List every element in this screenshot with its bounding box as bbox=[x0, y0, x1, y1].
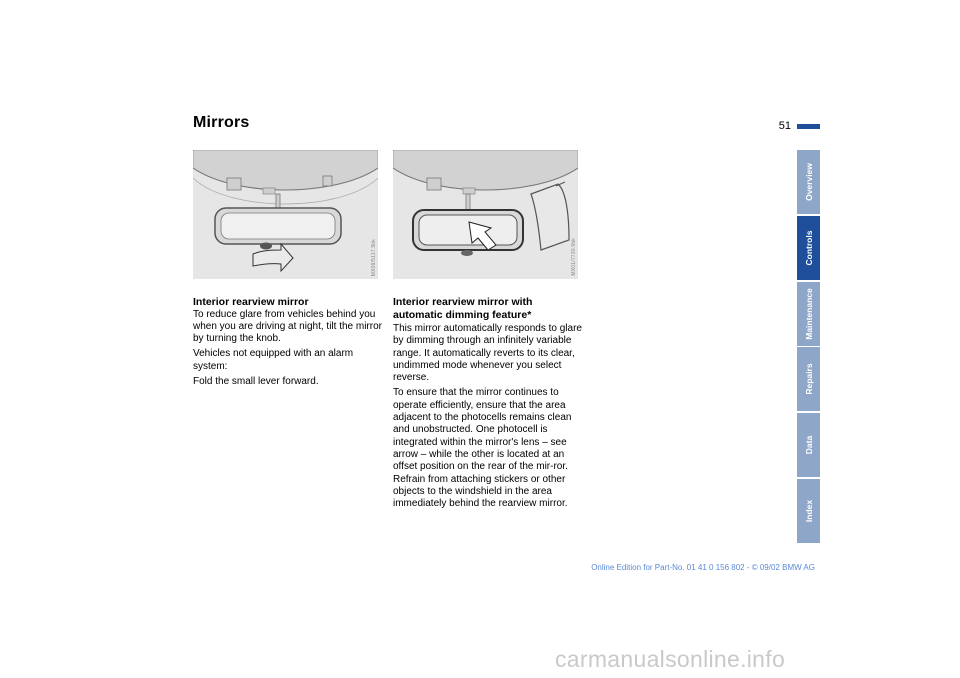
section-heading: Interior rearview mirror bbox=[193, 296, 309, 308]
tab-repairs[interactable] bbox=[797, 347, 820, 411]
figure-interior-mirror bbox=[193, 150, 378, 279]
tab-data[interactable] bbox=[797, 413, 820, 477]
page-title: Mirrors bbox=[193, 114, 250, 131]
side-tab-nav bbox=[797, 150, 820, 545]
page-number: 51 bbox=[778, 120, 791, 132]
mirror-illustration bbox=[193, 150, 378, 279]
figure-code: MX09/5117.9bk bbox=[371, 238, 377, 276]
section-auto-dimming-mirror bbox=[393, 296, 583, 513]
tab-label: Controls bbox=[803, 230, 814, 266]
paragraph: To ensure that the mirror continues to operate efficiently, ensure that the area adjacent to the photocells remains clean and unobstructed. One photocell is integrated within the mirror's lens – see arrow – while the other is located at an offset position on the rear of the mir-ror. Refrain from attaching stickers or other objects to the windshield in the area immediately behind the rearview mirror. bbox=[393, 387, 572, 510]
tab-label: Maintenance bbox=[803, 287, 814, 340]
paragraph: To reduce glare from vehicles behind you when you are driving at night, tilt the mirror by turning the knob. bbox=[193, 308, 382, 345]
tab-overview[interactable] bbox=[797, 150, 820, 214]
tab-maintenance[interactable] bbox=[797, 282, 820, 346]
tab-controls[interactable] bbox=[797, 216, 820, 280]
figure-code: MX01/7730.9bk bbox=[571, 238, 577, 276]
section-heading: Interior rearview mirror with automatic dimming feature* bbox=[393, 296, 533, 321]
footer-edition-note: Online Edition for Part-No. 01 41 0 156 802 - © 09/02 BMW AG bbox=[591, 563, 815, 572]
figure-auto-dimming-mirror bbox=[393, 150, 578, 279]
section-interior-mirror bbox=[193, 296, 383, 391]
tab-label: Index bbox=[803, 499, 814, 523]
tab-label: Data bbox=[803, 435, 814, 455]
page-marker bbox=[797, 124, 820, 129]
paragraph: Fold the small lever forward. bbox=[193, 375, 319, 387]
paragraph: This mirror automatically responds to glare by dimming through an infinitely variable range. It automatically reverts to its clear, undimmed mode whenever you select reverse. bbox=[393, 323, 582, 384]
paragraph: Vehicles not equipped with an alarm system: bbox=[193, 348, 354, 372]
watermark: carmanualsonline.info bbox=[555, 646, 786, 672]
mirror-illustration bbox=[393, 150, 578, 279]
tab-label: Repairs bbox=[803, 363, 814, 395]
tab-index[interactable] bbox=[797, 479, 820, 543]
tab-label: Overview bbox=[803, 163, 814, 201]
